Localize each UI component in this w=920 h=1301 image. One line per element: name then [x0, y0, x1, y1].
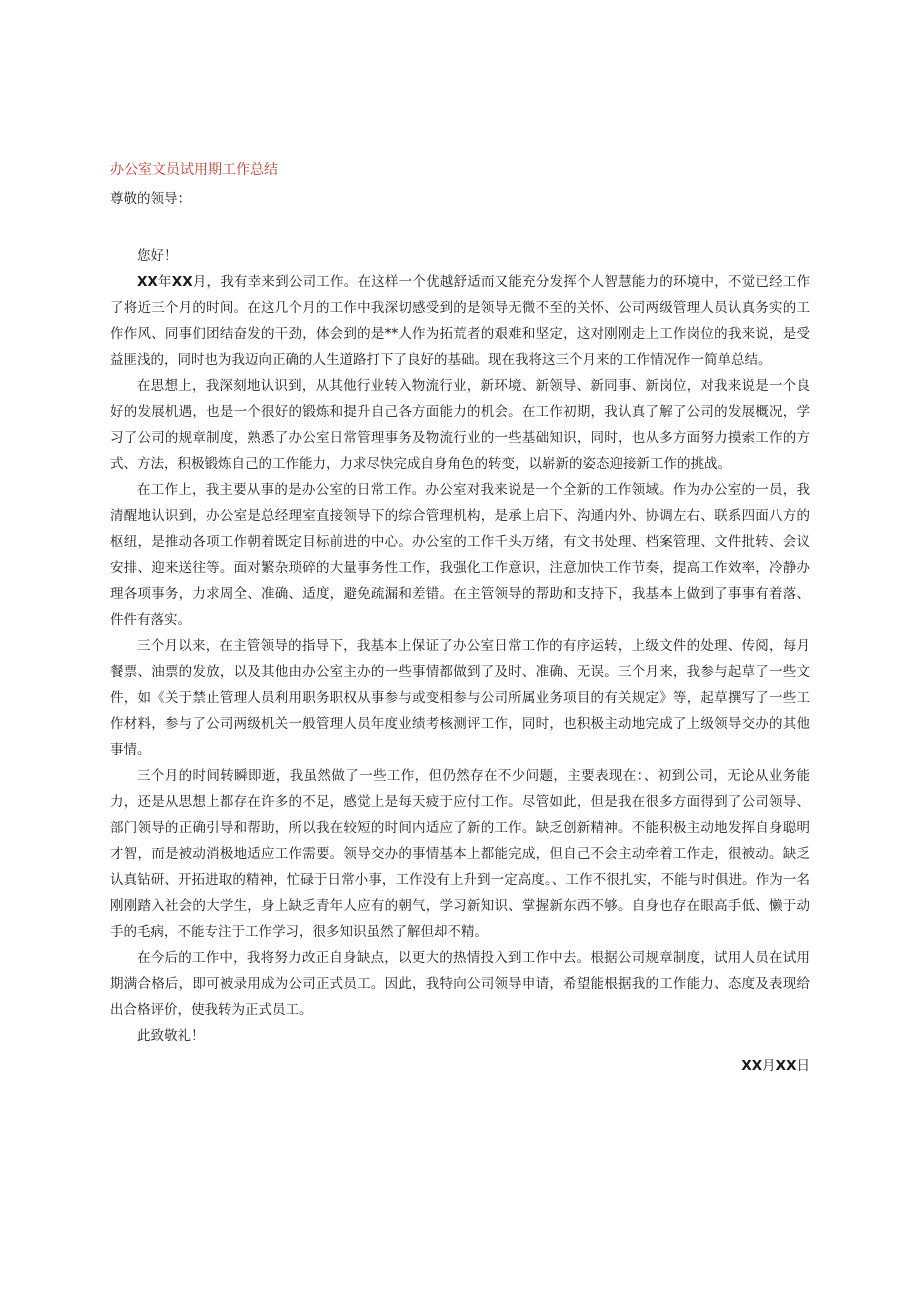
closing: 此致敬礼！: [137, 1028, 205, 1044]
date-month-label: 月: [762, 1058, 776, 1074]
paragraph-achievements: 三个月以来，在主管领导的指导下，我基本上保证了办公室日常工作的有序运转，上级文件的处理、传阅，每月餐票、油票的发放，以及其他由办公室主办的一些事情都做到了及时、准确、无误。三个月来，我参与起草了一些文件，如《关于禁止管理人员利用职务职权从事参与或变相参与公司所属业务项目的有关规定》等，起草撰写了一些工作材料，参与了公司两级机关一般管理人员年度业绩考核测评工作，同时，也积极主动地完成了上级领导交办的其他事情。: [110, 638, 810, 758]
year-placeholder: XX: [137, 274, 158, 290]
paragraph-work: 在工作上，我主要从事的是办公室的日常工作。办公室对我来说是一个全新的工作领域。作为办公室的一员，我清醒地认识到，办公室是总经理室直接领导下的综合管理机构，是承上启下、沟通内外、协调左右、联系四面八方的枢纽，是推动各项工作朝着既定目标前进的中心。办公室的工作千头万绪，有文书处理、档案管理、文件批转、会议安排、迎来送往等。面对繁杂琐碎的大量事务性工作，我强化工作意识，注意加快工作节奏，提高工作效率，冷静办理各项事务，力求周全、准确、适度，避免疏漏和差错。在主管领导的帮助和支持下，我基本上做到了事事有着落、件件有落实。: [110, 482, 810, 628]
intro-paragraph: [110, 269, 810, 373]
date-day-placeholder: XX: [775, 1058, 797, 1074]
document-title: 办公室文员试用期工作总结: [110, 162, 278, 178]
date-month-placeholder: XX: [741, 1058, 763, 1074]
intro-text: 月，我有幸来到公司工作。在这样一个优越舒适而又能充分发挥个人智慧能力的环境中，不觉已经工作了将近三个月的时间。在这几个月的工作中我深切感受到的是领导无微不至的关怀、公司两级管理人员认真务实的工作作风、同事们团结奋发的干劲，体会到的是**人作为拓荒者的艰难和坚定，这对刚刚走上工作岗位的我来说，是受益匪浅的，同时也为我迈向正确的人生道路打下了良好的基础。现在我将这三个月来的工作情况作一简单总结。: [110, 274, 811, 368]
greeting: 您好！: [137, 248, 178, 264]
paragraph-problems: 三个月的时间转瞬即逝，我虽然做了一些工作，但仍然存在不少问题，主要表现在：、初到公司，无论从业务能力，还是从思想上都存在许多的不足，感觉上是每天疲于应付工作。尽管如此，但是我在很多方面得到了公司领导、部门领导的正确引导和帮助，所以我在较短的时间内适应了新的工作。缺乏创新精神。不能积极主动地发挥自身聪明才智，而是被动消极地适应工作需要。领导交办的事情基本上都能完成，但自己不会主动牵着工作走，很被动。缺乏认真钻研、开拓进取的精神，忙碌于日常小事，工作没有上升到一定高度。、工作不很扎实，不能与时俱进。作为一名刚刚踏入社会的大学生，身上缺乏青年人应有的朝气，学习新知识、掌握新东西不够。自身也存在眼高手低、懒于动手的毛病，不能专注于工作学习，很多知识虽然了解但却不精。: [110, 768, 810, 940]
letter-body: [110, 243, 810, 1049]
paragraph-thought: 在思想上，我深刻地认识到，从其他行业转入物流行业，新环境、新领导、新同事、新岗位，对我来说是一个良好的发展机遇，也是一个很好的锻炼和提升自己各方面能力的机会。在工作初期，我认真了解了公司的发展概况，学习了公司的规章制度，熟悉了办公室日常管理事务及物流行业的一些基础知识，同时，也从多方面努力摸索工作的方式、方法，积极锻炼自己的工作能力，力求尽快完成自身角色的转变，以崭新的姿态迎接新工作的挑战。: [110, 378, 810, 472]
date-line: [741, 1056, 810, 1076]
date-day-label: 日: [796, 1058, 810, 1074]
month-placeholder: XX: [171, 274, 193, 290]
salutation: 尊敬的领导：: [110, 191, 191, 207]
paragraph-future: 在今后的工作中，我将努力改正自身缺点，以更大的热情投入到工作中去。根据公司规章制度，试用人员在试用期满合格后，即可被录用成为公司正式员工。因此，我特向公司领导申请，希望能根据我的工作能力、态度及表现给出合格评价，使我转为正式员工。: [110, 950, 810, 1018]
year-label: 年: [157, 274, 172, 290]
